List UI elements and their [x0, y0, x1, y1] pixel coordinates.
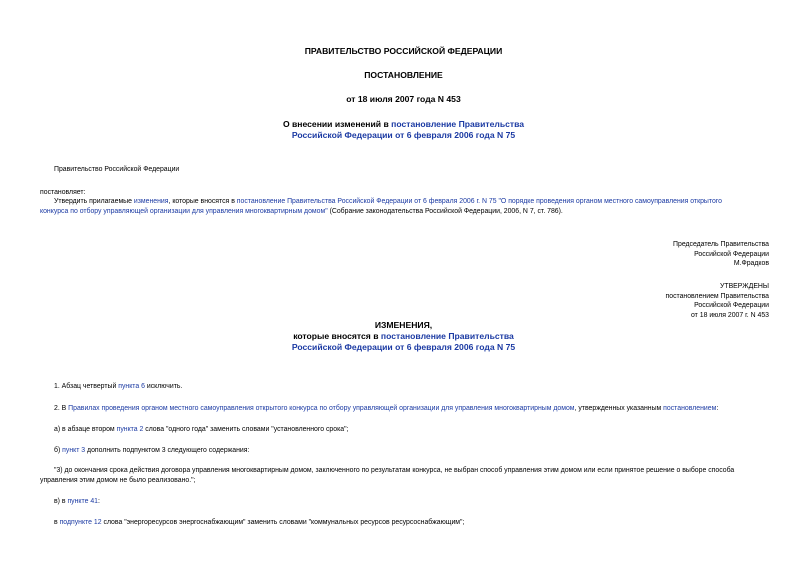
changes-sub-link[interactable]: постановление Правительства [380, 331, 514, 341]
quote-line-2: управления этим домом не было реализовано."; [40, 477, 196, 484]
item-2 [54, 404, 718, 413]
p1-link-changes[interactable]: изменения [133, 198, 169, 205]
signature-line-1: Председатель Правительства [673, 241, 769, 248]
p1-text-a: Утвердить прилагаемые [54, 198, 134, 205]
item-2-text-c: : [716, 405, 719, 412]
item-v [54, 497, 100, 506]
item-v-text-a: в) в [54, 498, 68, 505]
p1-link-resolution[interactable]: постановление Правительства Российской Федерации от 6 февраля 2006 г. N 75 "О порядке проведения органом местного самоуправления открытого [236, 198, 722, 205]
item-b-text-a: б) [54, 447, 63, 454]
item-b [54, 446, 249, 455]
item-1-link[interactable]: пункта 6 [118, 383, 145, 390]
paragraph-1-line-2 [40, 207, 563, 216]
item-b-link[interactable]: пункт 3 [62, 447, 86, 454]
title-prefix: О внесении изменений в [282, 119, 392, 129]
item-v-text-b: : [98, 498, 100, 505]
item-v-1-text-b: слова "энергоресурсов энергоснабжающим" заменить словами "коммунальных ресурсов ресурсоснабжающим"; [101, 519, 465, 526]
item-2-link-rules[interactable]: Правилах проведения органом местного самоуправления открытого конкурса по отбору управляющей организации для управления многоквартирным домом [68, 405, 575, 412]
decrees-word: постановляет: [40, 189, 86, 196]
issuer: Правительство Российской Федерации [54, 166, 180, 173]
item-2-text-b: , утвержденных указанным [574, 405, 664, 412]
item-a-text-a: а) в абзаце втором [54, 426, 117, 433]
government-title: ПРАВИТЕЛЬСТВО РОССИЙСКОЙ ФЕДЕРАЦИИ [304, 46, 503, 56]
p1-text-b: , которые вносятся в [168, 198, 237, 205]
item-v-1 [54, 518, 464, 527]
document-type: ПОСТАНОВЛЕНИЕ [364, 70, 443, 80]
item-1-text-a: 1. Абзац четвертый [54, 383, 119, 390]
item-v-1-text-a: в [54, 519, 60, 526]
approved-line-1: УТВЕРЖДЕНЫ [720, 283, 769, 290]
item-v-1-link[interactable]: подпункте 12 [59, 519, 102, 526]
document-title-line-1 [0, 119, 807, 129]
item-2-text-a: 2. В [54, 405, 69, 412]
item-2-link-resolution[interactable]: постановлением [663, 405, 717, 412]
quote-line-1: "3) до окончания срока действия договора управления многоквартирным домом, заключенного по результатам конкурса, не выбран способ управления этим домом или если принятое решение о выборе способа [54, 467, 735, 474]
p1-text-c: (Собрание законодательства Российской Федерации, 2006, N 7, ст. 786). [327, 208, 563, 215]
changes-subtitle-line-1 [0, 331, 807, 341]
item-1-text-b: исключить. [144, 383, 183, 390]
signature-name: М.Фрадков [733, 260, 769, 267]
item-b-text-b: дополнить подпунктом 3 следующего содержания: [85, 447, 250, 454]
changes-title: ИЗМЕНЕНИЯ, [374, 320, 433, 330]
item-v-link[interactable]: пункте 41 [67, 498, 99, 505]
paragraph-1-line-1 [54, 197, 722, 206]
item-a-link[interactable]: пункта 2 [116, 426, 144, 433]
signature-line-2: Российской Федерации [694, 251, 769, 258]
changes-sub-link-2[interactable]: Российской Федерации от 6 февраля 2006 года N 75 [291, 342, 516, 352]
item-a-text-b: слова "одного года" заменить словами "установленного срока"; [143, 426, 349, 433]
changes-sub-prefix: которые вносятся в [293, 331, 381, 341]
document-date-number: от 18 июля 2007 года N 453 [346, 94, 461, 104]
approved-line-2: постановлением Правительства [665, 293, 769, 300]
p1-link-resolution-cont[interactable]: конкурса по отбору управляющей организации для управления многоквартирным домом" [40, 208, 328, 215]
title-link-resolution[interactable]: постановление Правительства [391, 119, 525, 129]
title-link-resolution-2[interactable]: Российской Федерации от 6 февраля 2006 года N 75 [291, 130, 516, 140]
item-1 [54, 382, 182, 391]
approved-line-4: от 18 июля 2007 г. N 453 [691, 312, 769, 319]
approved-line-3: Российской Федерации [694, 302, 769, 309]
item-a [54, 425, 348, 434]
